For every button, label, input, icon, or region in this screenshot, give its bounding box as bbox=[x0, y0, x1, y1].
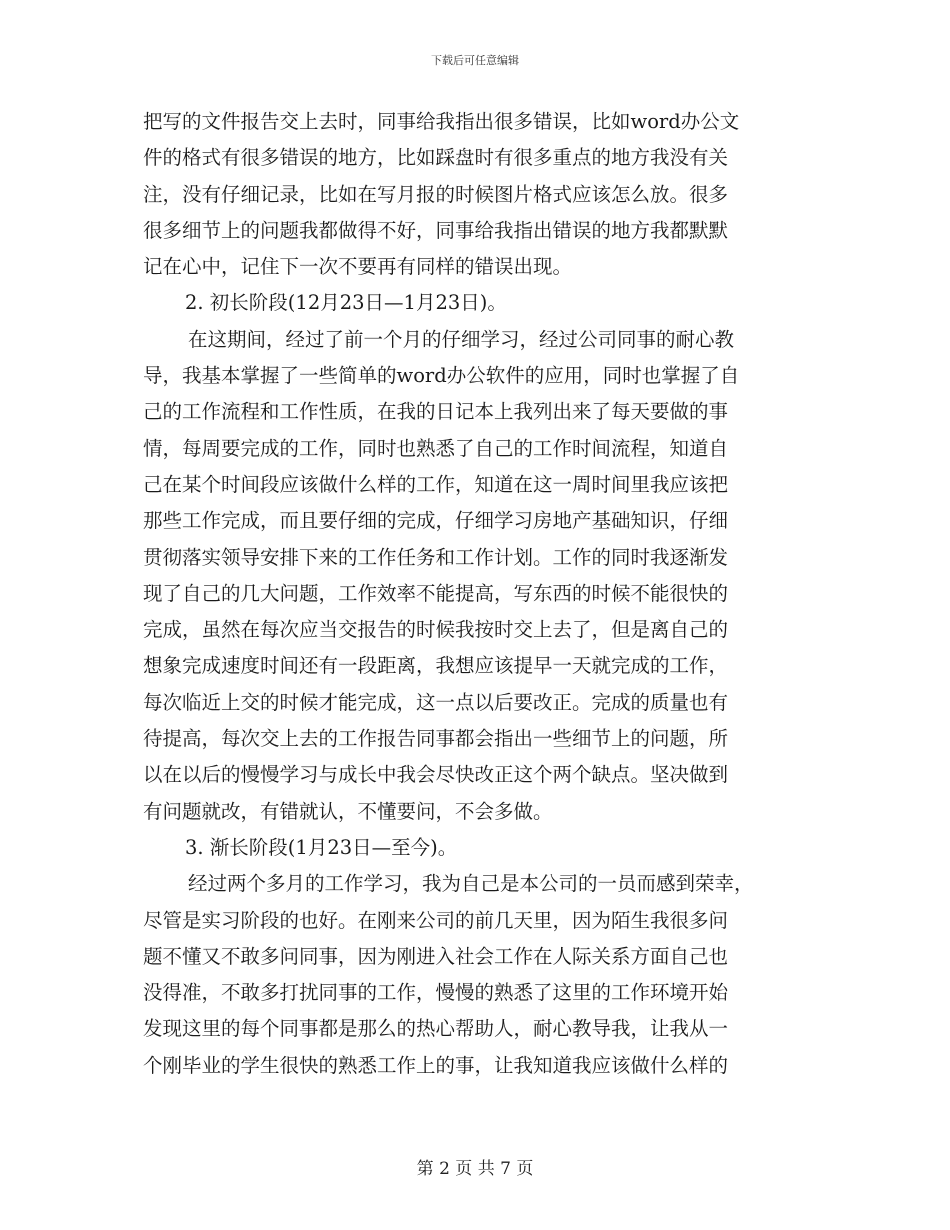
text-line: 完成，虽然在每次应当交报告的时候我按时交上去了，但是离自己的 bbox=[143, 618, 729, 642]
text-line: 把写的文件报告交上去时，同事给我指出很多错误，比如word办公文 bbox=[143, 110, 740, 133]
section-heading: 2. 初长阶段(12月23日—1月23日)。 bbox=[185, 291, 507, 315]
text-line: 尽管是实习阶段的也好。在刚来公司的前几天里，因为陌生我很多问 bbox=[143, 908, 729, 932]
text-line: 以在以后的慢慢学习与成长中我会尽快改正这个两个缺点。坚决做到 bbox=[143, 763, 729, 787]
text-line: 想象完成速度时间还有一段距离，我想应该提早一天就完成的工作， bbox=[143, 654, 729, 678]
section-heading: 3. 渐长阶段(1月23日—至今)。 bbox=[185, 835, 458, 859]
page-footer: 第 2 页 共 7 页 bbox=[416, 1159, 534, 1179]
text-line: 情，每周要完成的工作，同时也熟悉了自己的工作时间流程，知道自 bbox=[143, 436, 729, 460]
text-line: 没得准，不敢多打扰同事的工作，慢慢的熟悉了这里的工作环境开始 bbox=[143, 981, 729, 1005]
text-line: 件的格式有很多错误的地方，比如踩盘时有很多重点的地方我没有关 bbox=[143, 146, 729, 170]
text-line: 在这期间，经过了前一个月的仔细学习，经过公司同事的耐心教 bbox=[188, 327, 735, 351]
text-line: 很多细节上的问题我都做得不好，同事给我指出错误的地方我都默默 bbox=[143, 218, 729, 242]
text-line: 题不懂又不敢多问同事，因为刚进入社会工作在人际关系方面自己也 bbox=[143, 944, 729, 968]
text-line: 贯彻落实领导安排下来的工作任务和工作计划。工作的同时我逐渐发 bbox=[143, 545, 729, 569]
text-line: 己在某个时间段应该做什么样的工作，知道在这一周时间里我应该把 bbox=[143, 472, 729, 496]
text-line: 现了自己的几大问题，工作效率不能提高，写东西的时候不能很快的 bbox=[143, 581, 729, 605]
page-header: 下载后可任意编辑 bbox=[431, 54, 519, 67]
text-line: 己的工作流程和工作性质，在我的日记本上我列出来了每天要做的事 bbox=[143, 400, 729, 424]
text-line: 导，我基本掌握了一些简单的word办公软件的应用，同时也掌握了自 bbox=[143, 364, 740, 388]
text-line: 那些工作完成，而且要仔细的完成，仔细学习房地产基础知识，仔细 bbox=[143, 509, 729, 533]
text-line: 待提高，每次交上去的工作报告同事都会指出一些细节上的问题，所 bbox=[143, 727, 729, 751]
text-line: 有问题就改，有错就认，不懂要问，不会多做。 bbox=[143, 799, 553, 823]
text-line: 个刚毕业的学生很快的熟悉工作上的事，让我知道我应该做什么样的 bbox=[143, 1053, 729, 1077]
text-line: 记在心中，记住下一次不要再有同样的错误出现。 bbox=[143, 255, 573, 279]
text-line: 经过两个多月的工作学习，我为自己是本公司的一员而感到荣幸， bbox=[188, 872, 754, 896]
text-line: 每次临近上交的时候才能完成，这一点以后要改正。完成的质量也有 bbox=[143, 690, 729, 714]
text-line: 注，没有仔细记录，比如在写月报的时候图片格式应该怎么放。很多 bbox=[143, 182, 729, 206]
text-line: 发现这里的每个同事都是那么的热心帮助人，耐心教导我，让我从一 bbox=[143, 1017, 729, 1041]
document-body bbox=[143, 104, 808, 1084]
